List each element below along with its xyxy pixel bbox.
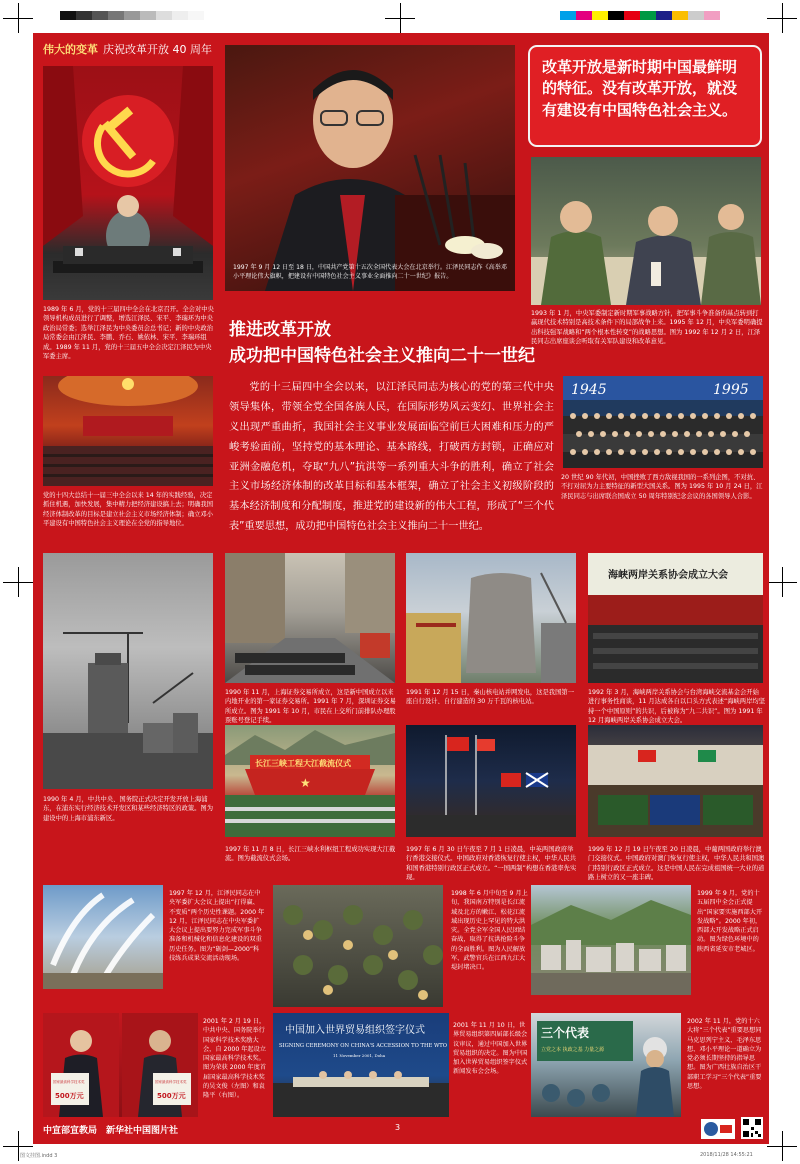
hk-handover-illustration (406, 725, 576, 837)
caption-un-50th: 20 世纪 90 年代初，中国挫败了西方敌视我国的一系列企图，不对抗、不打对屈为力主要特征的新型大国关系。图为 1995 年 10 月 24 日，江泽民同志与出席联合国成立 50 周年特别纪念会议的各国领导人合影。 (561, 474, 763, 500)
caption-1989-plenum: 1989 年 6 月，党的十三届四中全会在北京召开。全会对中央领导机构成员进行了调整，增选江泽民、宋平、李瑞环为中央政治局常委；选举江泽民为中央委员会总书记；新的中央政治局常委会由江泽民、李鹏、乔石、姚依林、宋平、李瑞环组成。1989 年 11 月，党的十三届五中全会决定江泽民为中央军委主席。 (43, 306, 214, 361)
caption-military-exercise: 1997 年 12 月，江泽民同志在中央军委扩大会议上提出“打得赢、不变质”两个历史性课题。2000 年 12 月，江泽民同志在中央军委扩大会议上提出要努力完成军事斗争准备和机械化和信息化建设的双重历史任务。图为“砺剑—2000”科技练兵成果交流活动现场。 (169, 890, 265, 963)
caption-arats: 1992 年 3 月，海峡两岸关系协会与台湾海峡交流基金会开始进行事务性商谈，11 月达成各自以口头方式表述“海峡两岸均坚持一个中国原则”的共识，后被称为“九二共识”。图为 1991 年 12 月海峡两岸关系协会成立大会。 (588, 689, 765, 725)
section-title-line1: 推进改革开放 (229, 320, 331, 340)
photo-1989-plenum (43, 66, 213, 300)
caption-wto: 2001 年 11 月 10 日，世界贸易组织第四届部长级会议审议，通过中国加入世界贸易组织的决定。图为中国加入世界贸易组织签字仪式新闻发布会会场。 (453, 1022, 528, 1076)
photo-three-represents (531, 1013, 681, 1117)
caption-flood-fighting: 1998 年 6 月中旬至 9 月上旬，我国南方特别是长江流域及北方的嫩江、松花江流域出现历史上罕见的特大洪灾。全党全军全国人民团结奋战，取得了抗洪抢险斗争的全面胜利。图为人民解放军、武警官兵在江西九江大堤封堵决口。 (451, 890, 528, 972)
svg-text:★: ★ (300, 776, 311, 790)
photo-hk-handover (406, 725, 576, 837)
three-gorges-illustration (225, 725, 395, 837)
header-subtitle: 庆祝改革开放 40 周年 (103, 43, 212, 56)
caption-15th-congress: 1997 年 9 月 12 日至 18 日，中国共产党第十五次全国代表大会在北京举行。江泽民同志作《高举邓小平理论伟大旗帜，把建设有中国特色社会主义事业全面推向二十一世纪》报告。 (233, 264, 507, 281)
color-bar-right (560, 11, 720, 20)
header-title: 伟大的变革 (43, 43, 98, 56)
caption-three-gorges: 1997 年 11 月 8 日，长江三峡水利枢纽工程成功实现大江截流。图为截流仪式会场。 (225, 846, 396, 863)
pudong-illustration (43, 553, 213, 789)
photo-14th-congress-hall (43, 376, 213, 486)
caption-hk-handover: 1997 年 6 月 30 日午夜至 7 月 1 日凌晨，中英两国政府举行香港交接仪式。中国政府对香港恢复行使主权，中华人民共和国香港特别行政区正式成立。“一国两制”构想在香港率先实现。 (406, 846, 577, 882)
photo-wto-signing (273, 1013, 449, 1117)
caption-macau-handover: 1999 年 12 月 19 日午夜至 20 日凌晨，中葡两国政府举行澳门交接仪式。中国政府对澳门恢复行使主权，中华人民共和国澳门特别行政区正式成立。这是中国人民在完成祖国统一大业的道路上树立的又一座丰碑。 (588, 846, 765, 882)
wto-title-cn: 中国加入世界贸易组织签字仪式 (285, 1025, 425, 1036)
nuclear-plant-illustration (406, 553, 576, 683)
photo-military-meeting (531, 157, 761, 305)
crop-mark-top-center (385, 3, 415, 33)
crop-mark-left-center (3, 567, 33, 597)
three-gorges-banner-text: 长江三峡工程大江截流仪式 (255, 759, 351, 768)
photo-military-exercise (43, 885, 163, 989)
caption-14th-congress: 党的十四大总结十一届三中全会以来 14 年的实践经验，决定抓住机遇，加快发展，集中精力把经济建设搞上去；明确我国经济体制改革的目标是建立社会主义市场经济体制；确立邓小平建设有中国特色社会主义理论在全党的指导地位。 (43, 492, 214, 528)
un-year-right: 1995 (713, 382, 749, 398)
photo-15th-congress-speech (225, 45, 515, 291)
caption-science-award: 2001 年 2 月 19 日，中共中央、国务院举行国家科学技术奖励大会，自 2000 年起设立国家最高科学技术奖。图为荣获 2000 年度首届国家最高科学技术奖的吴文俊（左图）和袁隆平（右图）。 (203, 1018, 266, 1100)
speaker-illustration (225, 45, 515, 291)
crop-mark-bottom-right (767, 1131, 797, 1161)
footer-page-number: 3 (395, 1123, 401, 1132)
print-timestamp: 2018/11/28 14:55:21 (700, 1152, 753, 1158)
caption-pudong: 1990 年 4 月，中共中央、国务院正式决定开发开放上海浦东，在浦东实行经济技术开发区和某些经济特区的政策。图为建设中的上海市浦东新区。 (43, 796, 214, 822)
award-illustration (43, 1013, 198, 1117)
three-represents-board-sub: 立党之本 执政之基 力量之源 (541, 1047, 605, 1053)
poster-header (43, 41, 212, 57)
stock-queue-illustration (225, 553, 395, 683)
caption-shanghai-stock-exchange: 1990 年 11 月，上海证券交易所成立，这是新中国成立以来内地开业的第一家证券交易所。1991 年 7 月，深圳证券交易所成立。图为 1991 年 10 月，市民在上交所门前排队办理股票账号登记手续。 (225, 689, 396, 725)
congress-hall-illustration (43, 376, 213, 486)
crop-mark-top-right (767, 3, 797, 33)
crop-mark-top-left (3, 3, 33, 33)
flood-illustration (273, 885, 443, 1007)
caption-three-represents: 2002 年 11 月，党的十六大将“三个代表”重要思想同马克思列宁主义、毛泽东思想、邓小平理论一道确立为党必须长期坚持的指导思想。图为广西壮族自治区干部职工学习“三个代表”重要思想。 (687, 1018, 762, 1091)
photo-un-50th (563, 376, 763, 468)
macau-handover-illustration (588, 725, 763, 837)
quote-box: 改革开放是新时期中国最鲜明的特征。没有改革开放，就没有建设有中国特色社会主义。 (528, 45, 762, 147)
photo-pudong-construction (43, 553, 213, 789)
un-year-left: 1945 (571, 382, 607, 398)
photo-macau-handover (588, 725, 763, 837)
poster-sheet (33, 33, 769, 1144)
hammer-sickle-emblem (43, 66, 213, 300)
publisher-logo (701, 1119, 735, 1139)
award-cert-left-amount: 500万元 (55, 1092, 84, 1100)
photo-yanan-city (531, 885, 691, 995)
qr-code-icon (741, 1117, 763, 1139)
award-cert-left-title: 国家最高科学技术奖 (53, 1080, 85, 1084)
section-title (229, 318, 535, 369)
photo-qinshan-nuclear (406, 553, 576, 683)
color-bar-left (60, 11, 204, 20)
caption-yanan: 1999 年 9 月，党的十五届四中全会正式提出“国家要实施西部大开发战略”。2000 年初，西部大开发战略正式启动。图为绿色环境中的陕西省延安市老城区。 (697, 890, 763, 953)
award-cert-right-title: 国家最高科学技术奖 (155, 1080, 187, 1084)
photo-shanghai-stock-exchange (225, 553, 395, 683)
award-cert-right-amount: 500万元 (157, 1092, 186, 1100)
crop-mark-right-center (767, 567, 797, 597)
yanan-illustration (531, 885, 691, 995)
un-group-illustration (563, 376, 763, 468)
photo-flood-fighting (273, 885, 443, 1007)
print-file-info: 图文挂图.indd 3 (20, 1153, 58, 1159)
caption-military-strategy: 1993 年 1 月，中央军委制定新时期军事战略方针，把军事斗争准备的基点转到打赢现代技术特别是高技术条件下的局部战争上来。1995 年 12 月，中央军委明确提出科技强军战略和“两个根本性转变”的战略思想。图为 1992 年 12 月 2 日，江泽民同志出席座谈会听取有关军队建设和改革意见。 (531, 310, 763, 346)
wto-illustration (273, 1013, 449, 1117)
missile-illustration (43, 885, 163, 989)
wto-title-en: SIGNING CEREMONY ON CHINA'S ACCESSION TO THE WTO (279, 1043, 447, 1049)
three-represents-illustration (531, 1013, 681, 1117)
arats-banner-text: 海峡两岸关系协会成立大会 (608, 570, 728, 581)
meeting-illustration (531, 157, 761, 305)
section-title-line2: 成功把中国特色社会主义推向二十一世纪 (229, 345, 535, 366)
three-represents-board-title: 三个代表 (541, 1026, 590, 1040)
photo-arats-founding (588, 553, 763, 683)
footer-publisher: 中宣部宣教局 新华社中国图片社 (43, 1126, 179, 1136)
photo-three-gorges-closure (225, 725, 395, 837)
arats-hall-illustration (588, 553, 763, 683)
section-body: 党的十三届四中全会以来，以江泽民同志为核心的党的第三代中央领导集体，带领全党全国各族人民，在国际形势风云变幻、世界社会主义出现严重曲折，我国社会主义事业发展面临空前巨大困难和压力的严峻考验面前，坚持党的基本理论、基本路线，打破西方封锁，正确应对亚洲金融危机，夺取“九八”抗洪等一系列重大斗争的胜利，确立了社会主义市场经济体制的改革目标和基本框架，确立了社会主义初级阶段的基本经济制度和分配制度，推进党的建设新的伟大工程，形成了“三个代表”重要思想，成功把中国特色社会主义推向二十一世纪。 (229, 382, 554, 533)
photo-science-award (43, 1013, 198, 1117)
caption-qinshan-nuclear: 1991 年 12 月 15 日，秦山核电站并网发电，这是我国第一座自行设计、自行建造的 30 万千瓦的核电站。 (406, 689, 574, 706)
wto-date: 11 November 2001, Doha (333, 1053, 386, 1058)
